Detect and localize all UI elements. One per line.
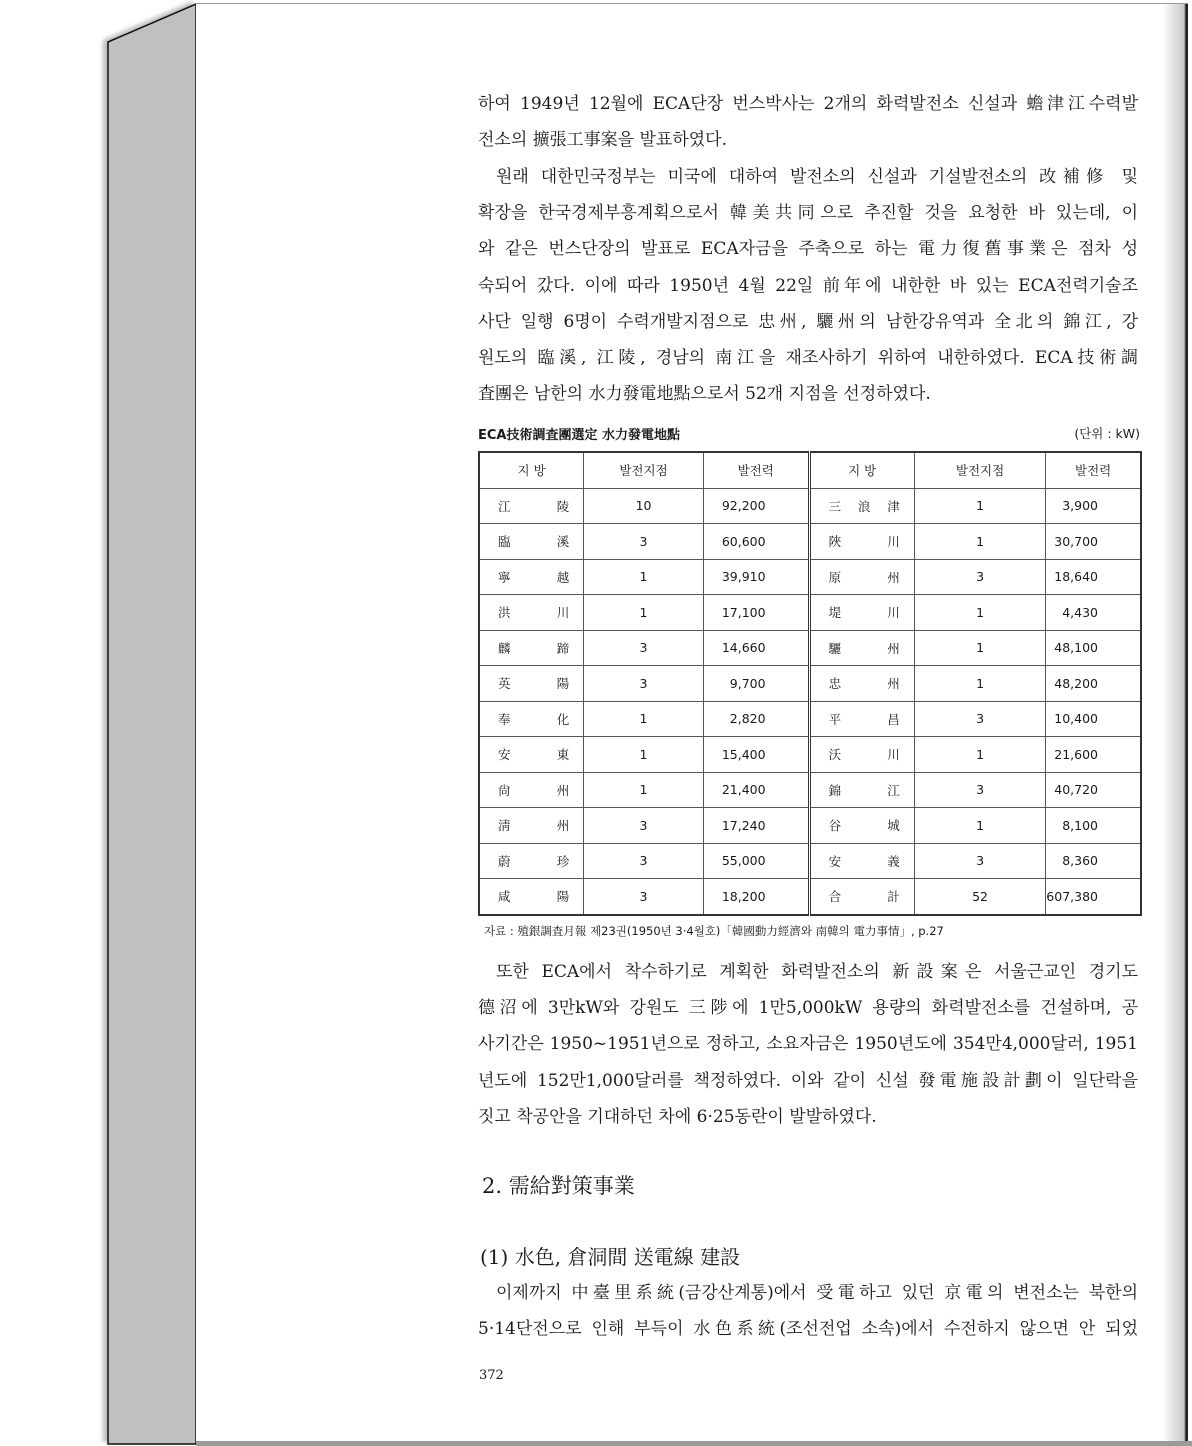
cell-power: 18,640 [1046, 559, 1141, 595]
header-power: 발전력 [1046, 452, 1141, 488]
cell-region: 英 陽 [479, 666, 584, 702]
cell-power: 2,820 [703, 701, 809, 737]
cell-region: 堤 川 [809, 595, 914, 631]
table-caption [478, 424, 1140, 443]
cell-region: 安 義 [809, 843, 914, 879]
table-row [479, 595, 1141, 631]
cell-sites: 1 [914, 666, 1046, 702]
cell-sites: 1 [914, 524, 1046, 560]
table-row [479, 666, 1141, 702]
cell-region: 沃 川 [809, 737, 914, 773]
cell-region: 蔚 珍 [479, 843, 584, 879]
header-sites: 발전지점 [584, 452, 704, 488]
cell-sites: 1 [914, 808, 1046, 844]
table-row [479, 879, 1141, 915]
cell-power: 39,910 [703, 559, 809, 595]
table-row [479, 524, 1141, 560]
cell-sites: 1 [584, 772, 704, 808]
text-line: 사단 일행 6명이 수력개발지점으로 忠州, 驪州의 남한강유역과 全北의 錦江, 강 [478, 311, 1138, 332]
text-line: 와 같은 번스단장의 발표로 ECA자금을 주축으로 하는 電力復舊事業은 점차 성 [478, 239, 1138, 260]
cell-power: 21,400 [703, 772, 809, 808]
cell-power: 14,660 [703, 630, 809, 666]
text-line: 이제까지 中臺里系統(금강산계통)에서 受電하고 있던 京電의 변전소는 북한의 [496, 1283, 1138, 1303]
cell-sites: 1 [914, 630, 1046, 666]
cell-sites: 52 [914, 879, 1046, 915]
cell-power: 15,400 [703, 737, 809, 773]
section-heading: 2. 需給對策事業 [482, 1174, 635, 1198]
cell-region: 寧 越 [479, 559, 584, 595]
cell-power: 48,200 [1046, 666, 1141, 702]
cell-power: 3,900 [1046, 488, 1141, 524]
cell-power: 18,200 [703, 879, 809, 915]
header-sites: 발전지점 [914, 452, 1046, 488]
text-line: 德沼에 3만kW와 강원도 三陟에 1만5,000kW 용량의 화력발전소를 건설하며, 공 [478, 998, 1138, 1019]
cell-sites: 1 [914, 488, 1046, 524]
cell-sites: 3 [914, 772, 1046, 808]
table-row [479, 808, 1141, 844]
cell-power: 10,400 [1046, 701, 1141, 737]
table-header-row [479, 452, 1141, 488]
text-line: 5·14단전으로 인해 부득이 水色系統(조선전업 소속)에서 수전하지 않으면 안 되었 [478, 1319, 1138, 1340]
cell-region: 淸 州 [479, 808, 584, 844]
text-line: 하여 1949년 12월에 ECA단장 번스박사는 2개의 화력발전소 신설과 蟾津江수력발 [478, 94, 1138, 114]
page-edge-shadow [1162, 4, 1188, 1442]
text-line: 査團은 남한의 水力發電地點으로서 52개 지점을 선정하였다. [478, 384, 931, 405]
text-line: 숙되어 갔다. 이에 따라 1950년 4월 22일 前年에 내한한 바 있는 ECA전력기술조 [478, 275, 1138, 296]
cell-power: 607,380 [1046, 879, 1141, 915]
cell-region: 洪 川 [479, 595, 584, 631]
page-number: 372 [479, 1368, 504, 1383]
cell-sites: 1 [914, 595, 1046, 631]
cell-region: 三 浪 津 [809, 488, 914, 524]
cell-power: 21,600 [1046, 737, 1141, 773]
cell-region: 臨 溪 [479, 524, 584, 560]
cell-sites: 1 [584, 737, 704, 773]
table-row [479, 772, 1141, 808]
cell-region: 平 昌 [809, 701, 914, 737]
cell-sites: 3 [584, 666, 704, 702]
cell-sites: 3 [584, 808, 704, 844]
cell-sites: 3 [584, 630, 704, 666]
cell-region: 尙 州 [479, 772, 584, 808]
text-line: 짓고 착공안을 기대하던 차에 6·25동란이 발발하였다. [478, 1106, 877, 1127]
text-line: 또한 ECA에서 착수하기로 계획한 화력발전소의 新設案은 서울근교인 경기도 [496, 962, 1138, 982]
cell-region: 忠 州 [809, 666, 914, 702]
paragraph-1 [478, 86, 1138, 158]
cell-region: 江 陵 [479, 488, 584, 524]
text-line: 원도의 臨溪, 江陵, 경남의 南江을 재조사하기 위하여 내한하였다. ECA技術調 [478, 347, 1138, 368]
cell-sites: 3 [584, 879, 704, 915]
cell-power: 92,200 [703, 488, 809, 524]
cell-region: 合 計 [809, 879, 914, 915]
cell-power: 40,720 [1046, 772, 1141, 808]
text-line: 년도에 152만1,000달러를 책정하였다. 이와 같이 신설 發電施設計劃이 일단락을 [478, 1070, 1138, 1091]
cell-region: 麟 蹄 [479, 630, 584, 666]
cell-power: 9,700 [703, 666, 809, 702]
cell-sites: 3 [584, 843, 704, 879]
table-title: ECA技術調査團選定 水力發電地點 [478, 428, 681, 443]
paragraph-3 [478, 954, 1138, 1135]
cell-power: 60,600 [703, 524, 809, 560]
cell-region: 陜 川 [809, 524, 914, 560]
cell-sites: 3 [914, 843, 1046, 879]
cell-sites: 10 [584, 488, 704, 524]
cell-sites: 1 [584, 559, 704, 595]
cell-power: 8,100 [1046, 808, 1141, 844]
page-bottom-edge [196, 1441, 1192, 1446]
paragraph-2 [478, 159, 1138, 412]
cell-power: 55,000 [703, 843, 809, 879]
header-power: 발전력 [703, 452, 809, 488]
header-region: 지 방 [809, 452, 914, 488]
text-line: 전소의 擴張工事案을 발표하였다. [478, 130, 728, 151]
cell-region: 安 東 [479, 737, 584, 773]
subsection-heading: (1) 水色, 倉洞間 送電線 建設 [480, 1245, 741, 1269]
cell-sites: 3 [914, 701, 1046, 737]
table-row [479, 630, 1141, 666]
cell-sites: 3 [584, 524, 704, 560]
paragraph-4 [478, 1275, 1138, 1347]
cell-power: 17,100 [703, 595, 809, 631]
table-row [479, 488, 1141, 524]
table-row [479, 559, 1141, 595]
cell-power: 48,100 [1046, 630, 1141, 666]
book-spine [0, 0, 200, 1446]
cell-sites: 1 [584, 701, 704, 737]
text-line: 원래 대한민국정부는 미국에 대하여 발전소의 신설과 기설발전소의 改補修 및 [496, 167, 1138, 187]
table-row [479, 843, 1141, 879]
cell-sites: 3 [914, 559, 1046, 595]
table-unit: (단위 : kW) [1074, 426, 1140, 441]
text-line: 확장을 한국경제부흥계획으로서 韓美共同으로 추진할 것을 요청한 바 있는데, 이 [478, 203, 1138, 224]
table-source: 자료 : 殖銀調査月報 제23권(1950년 3·4월호)「韓國動力經濟와 南韓의 電力事情」, p.27 [484, 924, 944, 938]
table-row [479, 737, 1141, 773]
cell-power: 17,240 [703, 808, 809, 844]
cell-region: 驪 州 [809, 630, 914, 666]
cell-region: 咸 陽 [479, 879, 584, 915]
cell-sites: 1 [914, 737, 1046, 773]
cell-region: 原 州 [809, 559, 914, 595]
cell-power: 30,700 [1046, 524, 1141, 560]
cell-sites: 1 [584, 595, 704, 631]
text-line: 사기간은 1950~1951년으로 정하고, 소요자금은 1950년도에 354만4,000달러, 1951 [478, 1034, 1138, 1055]
cell-region: 奉 化 [479, 701, 584, 737]
hydro-sites-table [478, 451, 1142, 916]
cell-power: 4,430 [1046, 595, 1141, 631]
table-row [479, 701, 1141, 737]
cell-power: 8,360 [1046, 843, 1141, 879]
cell-region: 谷 城 [809, 808, 914, 844]
cell-region: 錦 江 [809, 772, 914, 808]
header-region: 지 방 [479, 452, 584, 488]
